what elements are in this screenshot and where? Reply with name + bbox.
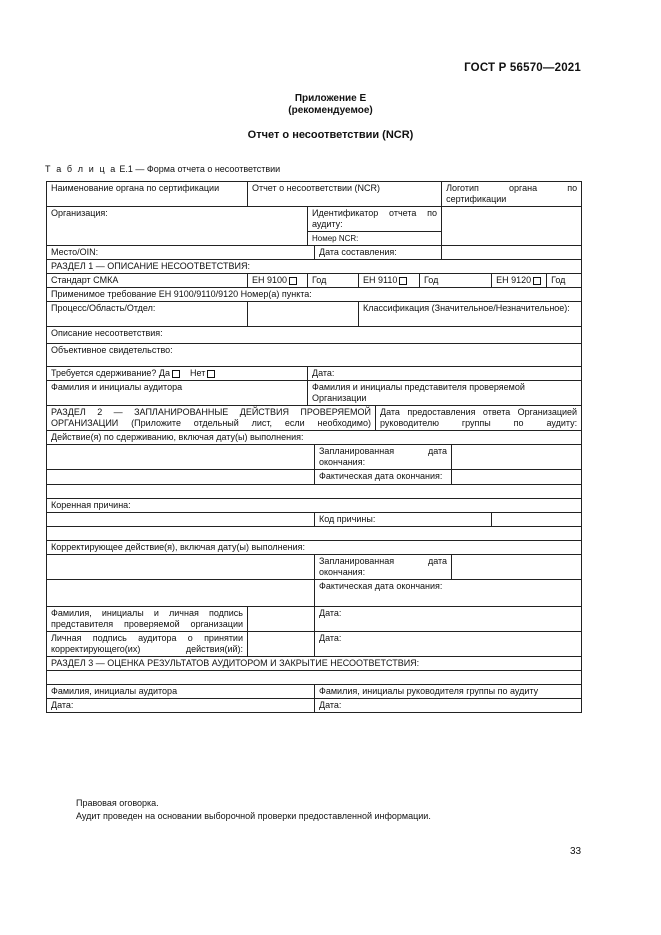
disclaimer-text: Аудит проведен на основании выборочной проверки предоставленной информации. <box>76 811 431 821</box>
en9100-option[interactable] <box>248 274 308 288</box>
form-row-root-cause <box>47 499 582 513</box>
form-row-organization <box>47 207 582 232</box>
ncr-number-label: Номер NCR: <box>308 232 442 246</box>
checkbox-icon[interactable] <box>399 277 407 285</box>
applicable-requirement-label: Применимое требование ЕН 9100/9110/9120 Номер(а) пункта: <box>47 288 582 302</box>
auditor-initials-label: Фамилия, инициалы аудитора <box>47 685 315 699</box>
corrective-planned-date-label: Запланированная дата окончания: <box>315 555 452 580</box>
form-row-section1 <box>47 260 582 274</box>
form-row-corrective-actual <box>47 580 582 607</box>
ncr-report-label: Отчет о несоответствии (NCR) <box>248 182 442 207</box>
response-date-label: Дата предоставления ответа Организацией руководителю группы по аудиту: <box>376 406 582 431</box>
form-row-names <box>47 381 582 406</box>
form-row-section2 <box>47 406 582 431</box>
form-row-evidence <box>47 344 582 367</box>
root-cause-label: Коренная причина: <box>47 499 582 513</box>
document-code: ГОСТ Р 56570—2021 <box>464 62 581 74</box>
org-rep-signature-field[interactable] <box>248 607 315 632</box>
disclaimer-title: Правовая оговорка. <box>76 798 159 808</box>
blank-row <box>47 527 582 541</box>
containment-planned-date-label: Запланированная дата окончания: <box>315 445 452 470</box>
form-row-site <box>47 246 582 260</box>
containment-date-label: Дата: <box>308 367 582 381</box>
audit-report-id-field[interactable] <box>442 207 582 246</box>
audit-report-id-label: Идентификатор отчета по аудиту: <box>308 207 442 232</box>
form-row-cause-code <box>47 513 582 527</box>
form-row-corrective-planned <box>47 555 582 580</box>
form-row-applicable-requirement <box>47 288 582 302</box>
en9100-year: Год <box>308 274 359 288</box>
yes-label: Да <box>158 368 170 378</box>
page-number: 33 <box>570 846 582 857</box>
annex-type: (рекомендуемое) <box>288 105 373 116</box>
section3-title: РАЗДЕЛ 3 — ОЦЕНКА РЕЗУЛЬТАТОВ АУДИТОРОМ И ЗАКРЫТИЕ НЕСООТВЕТСТВИЯ: <box>47 657 582 671</box>
corrective-actual-date-label: Фактическая дата окончания: <box>315 580 582 607</box>
cause-code-field[interactable] <box>492 513 582 527</box>
en9100-label: ЕН 9100 <box>252 275 288 285</box>
section2-title: РАЗДЕЛ 2 — ЗАПЛАНИРОВАННЫЕ ДЕЙСТВИЯ ПРОВЕРЯЕМОЙ ОРГАНИЗАЦИИ (Приложите отдельный лист, если необходимо) <box>47 406 376 431</box>
auditor-date-label: Дата: <box>47 699 315 713</box>
certification-body-logo-label: Логотип органа по сертификации <box>442 182 582 207</box>
form-row-spacer <box>47 485 582 499</box>
containment-required-label: Требуется сдерживание? <box>51 368 157 378</box>
auditor-acceptance-label: Личная подпись аудитора о принятии корректирующего(их) действия(ий): <box>47 632 248 657</box>
form-row-section3 <box>47 657 582 671</box>
table-caption <box>45 164 280 174</box>
org-representative-name-label: Фамилия и инициалы представителя проверяемой Организации <box>308 381 582 406</box>
process-label: Процесс/Область/Отдел: <box>47 302 248 327</box>
checkbox-icon[interactable] <box>533 277 541 285</box>
table-caption-prefix: Т а б л и ц а <box>45 164 117 174</box>
en9110-option[interactable] <box>359 274 420 288</box>
form-row-containment-planned <box>47 445 582 470</box>
form-row-header <box>47 182 582 207</box>
org-signature-date-label: Дата: <box>315 607 582 632</box>
annex-title: Приложение Е <box>294 93 367 104</box>
form-row-containment-actions <box>47 431 582 445</box>
organization-label: Организация: <box>47 207 308 246</box>
en9110-year: Год <box>420 274 492 288</box>
blank-row <box>47 485 582 499</box>
corrective-planned-date-field[interactable] <box>452 555 582 580</box>
containment-actions-label: Действие(я) по сдерживанию, включая дату(ы) выполнения: <box>47 431 582 445</box>
process-field[interactable] <box>248 302 359 327</box>
form-row-description <box>47 327 582 344</box>
certification-body-name-label: Наименование органа по сертификации <box>47 182 248 207</box>
containment-actual-date-label: Фактическая дата окончания: <box>315 470 452 485</box>
root-cause-field[interactable] <box>47 513 315 527</box>
form-row-org-signature <box>47 607 582 632</box>
table-caption-text: Е.1 — Форма отчета о несоответствии <box>119 164 281 174</box>
date-created-label: Дата составления: <box>315 246 442 260</box>
nc-description-label: Описание несоответствия: <box>47 327 582 344</box>
corrective-actions-field[interactable] <box>47 555 315 580</box>
auditor-name-label: Фамилия и инициалы аудитора <box>47 381 308 406</box>
no-checkbox-icon[interactable] <box>207 370 215 378</box>
site-label: Место/OIN: <box>47 246 315 260</box>
form-row-spacer <box>47 671 582 685</box>
checkbox-icon[interactable] <box>289 277 297 285</box>
form-row-final-names <box>47 685 582 699</box>
team-leader-label: Фамилия, инициалы руководителя группы по аудиту <box>315 685 582 699</box>
form-row-auditor-acceptance <box>47 632 582 657</box>
no-label: Нет <box>190 368 206 378</box>
form-row-containment <box>47 367 582 381</box>
yes-checkbox-icon[interactable] <box>172 370 180 378</box>
containment-planned-date-field[interactable] <box>452 445 582 470</box>
objective-evidence-label: Объективное свидетельство: <box>47 344 582 367</box>
auditor-acceptance-date-label: Дата: <box>315 632 582 657</box>
date-created-field[interactable] <box>442 246 582 260</box>
containment-required <box>47 367 308 381</box>
containment-actual-left-field[interactable] <box>47 470 315 485</box>
corrective-actions-label: Корректирующее действие(я), включая дату(ы) выполнения: <box>47 541 582 555</box>
form-row-spacer <box>47 527 582 541</box>
form-row-process <box>47 302 582 327</box>
containment-actions-field[interactable] <box>47 445 315 470</box>
cause-code-label: Код причины: <box>315 513 492 527</box>
org-rep-signature-label: Фамилия, инициалы и личная подпись представителя проверяемой организации <box>47 607 248 632</box>
ncr-form-table <box>46 181 582 713</box>
containment-actual-date-field[interactable] <box>452 470 582 485</box>
section1-title: РАЗДЕЛ 1 — ОПИСАНИЕ НЕСООТВЕТСТВИЯ: <box>47 260 582 274</box>
en9120-option[interactable] <box>492 274 547 288</box>
qms-standard-label: Стандарт СМКА <box>47 274 248 288</box>
form-row-corrective-actions <box>47 541 582 555</box>
form-row-final-dates <box>47 699 582 713</box>
blank-row <box>47 671 582 685</box>
corrective-actual-left-field[interactable] <box>47 580 315 607</box>
en9110-label: ЕН 9110 <box>363 275 398 285</box>
form-title: Отчет о несоответствии (NCR) <box>247 129 414 141</box>
form-row-standard <box>47 274 582 288</box>
team-leader-date-label: Дата: <box>315 699 582 713</box>
classification-label: Классификация (Значительное/Незначительное): <box>359 302 582 327</box>
en9120-label: ЕН 9120 <box>496 275 532 285</box>
form-row-containment-actual <box>47 470 582 485</box>
auditor-acceptance-field[interactable] <box>248 632 315 657</box>
en9120-year: Год <box>547 274 582 288</box>
